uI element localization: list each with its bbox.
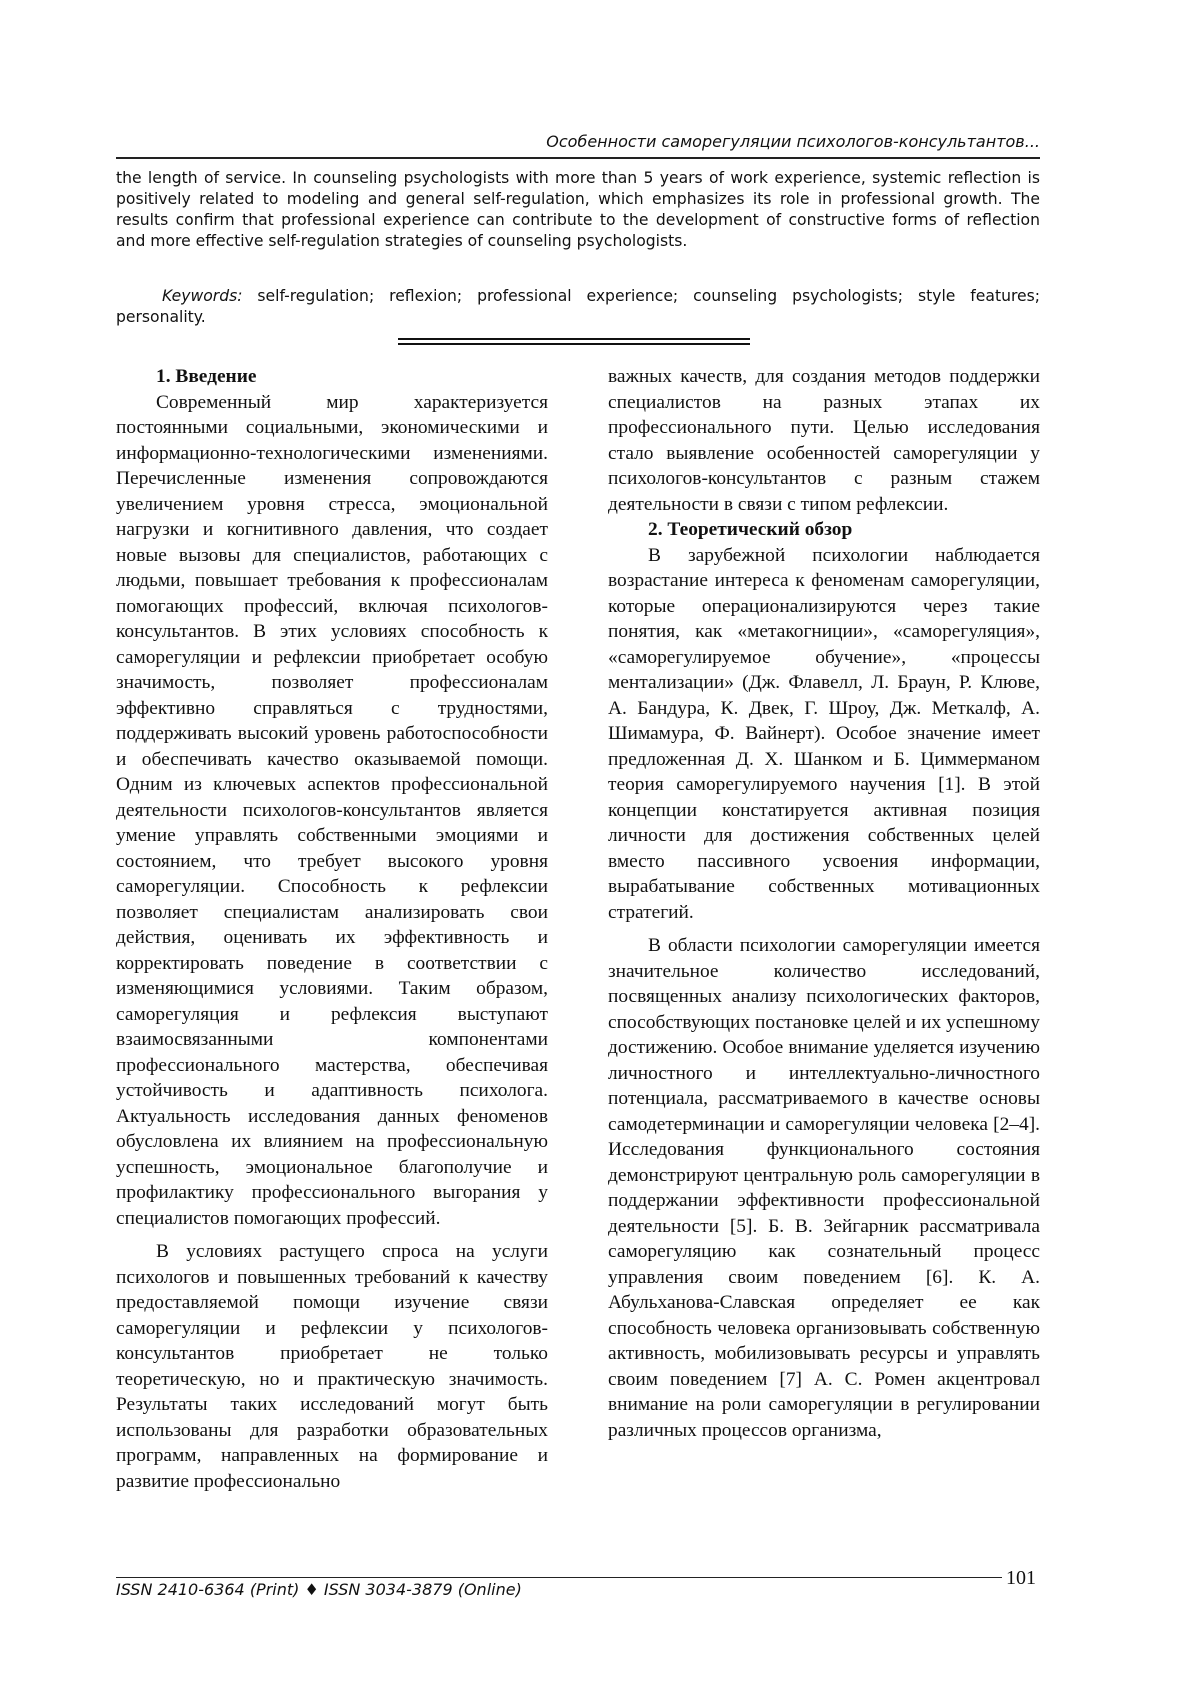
section-1-paragraph-2: В условиях растущего спроса на услуги психологов и повышенных требований к качеству предоставляемой помощи изучение связи саморегуляции и рефлексии у психологов-консультантов приобретает не только теоретическую, но и практическую значимость. Результаты таких исследований могут быть использованы для разработки образовательных программ, направленных на формирование и развитие профессионально <box>116 1241 548 1492</box>
abstract-text: the length of service. In counseling psychologists with more than 5 years of work experience, systemic reflection is positively related to modeling and general self-regulation, which emphasizes its role in professional growth. The results confirm that professional experience can contribute to the development of constructive forms of reflection and more effective self-regulation strategies of counseling psychologists. <box>116 169 1040 250</box>
section-2-paragraph-2: В области психологии саморегуляции имеется значительное количество исследований, посвященных анализу психологических факторов, способствующих постановке целей и их успешному достижению. Особое внимание уделяется изучению личностного и интеллектуально-личностного потенциала, рассматриваемого в качестве основы самодетерминации и саморегуляции человека [2–4]. Исследования функционального состояния демонстрируют центральную роль саморегуляции в поддержании эффективности профессиональной деятельности [5]. Б. В. Зейгарник рассматривала саморегуляцию как сознательный процесс управления своим поведением [6]. К. А. Абульханова-Славская определяет ее как способность человека организовывать собственную активность, мобилизовывать ресурсы и управлять своим поведением [7] А. С. Ромен акцентровал внимание на роли саморегуляции в регулировании различных процессов организма, <box>608 935 1040 1441</box>
section-1-paragraph-2-continued: важных качеств, для создания методов поддержки специалистов на разных этапах их профессионального пути. Целью исследования стало выявление особенностей саморегуляции у психологов-консультантов с разным стажем деятельности в связи с типом рефлексии. <box>608 366 1040 515</box>
section-1-paragraph-1: Современный мир характеризуется постоянными социальными, экономическими и информационно-технологическими изменениями. Перечисленные изменения сопровождаются увеличением уровня стресса, эмоциональной нагрузки и когнитивного давления, что создает новые вызовы для специалистов, работающих с людьми, повышает требования к профессионалам помогающих профессий, включая психологов-консультантов. В этих условиях способность к саморегуляции и рефлексии приобретает особую значимость, позволяет профессионалам эффективно справляться с трудностями, поддерживать высокий уровень работоспособности и обеспечивать качество оказываемой помощи. Одним из ключевых аспектов профессиональной деятельности психологов-консультантов является умение управлять собственными эмоциями и состоянием, что требует высокого уровня саморегуляции. Способность к рефлексии позволяет специалистам анализировать свои действия, оценивать их эффективность и корректировать поведение в соответствии с изменяющимися условиями. Таким образом, саморегуляция и рефлексия выступают взаимосвязанными компонентами профессионального мастерства, обеспечивая устойчивость и адаптивность психолога. Актуальность исследования данных феноменов обусловлена их влиянием на профессиональную успешность, эмоциональное благополучие и профилактику профессионального выгорания у специалистов помогающих профессий. <box>116 391 548 1229</box>
section-1-heading: 1. Введение <box>156 366 257 387</box>
left-column <box>116 364 548 1494</box>
section-2-paragraph-1: В зарубежной психологии наблюдается возрастание интереса к феноменам саморегуляции, которые операционализируются через такие понятия, как «метакогниции», «саморегуляция», «саморегулируемое обучение», «процессы ментализации» (Дж. Флавелл, Л. Браун, Р. Клюве, А. Бандура, К. Двек, Г. Шроу, Дж. Меткалф, А. Шимамура, Ф. Вайнерт). Особое значение имеет предложенная Д. Х. Шанком и Б. Циммерманом теория саморегулируемого научения [1]. В этой концепции констатируется активная позиция личности для достижения собственных целей вместо пассивного усвоения информации, вырабатывание собственных мотивационных стратегий. <box>608 544 1040 923</box>
keywords-line <box>116 286 1040 328</box>
header-divider <box>116 157 1040 159</box>
section-separator <box>398 338 750 345</box>
page-number: 101 <box>1006 1567 1036 1589</box>
right-column <box>608 364 1040 1443</box>
keywords-list: self-regulation; reflexion; professional experience; counseling psychologists; style features; personality. <box>116 287 1040 326</box>
keywords-label: Keywords: <box>162 287 243 305</box>
footer-divider <box>116 1577 1002 1578</box>
issn-line: ISSN 2410-6364 (Print) ♦ ISSN 3034-3879 (Online) <box>116 1580 522 1599</box>
section-2-heading: 2. Теоретический обзор <box>648 519 853 540</box>
running-title: Особенности саморегуляции психологов-консультантов... <box>546 132 1040 151</box>
